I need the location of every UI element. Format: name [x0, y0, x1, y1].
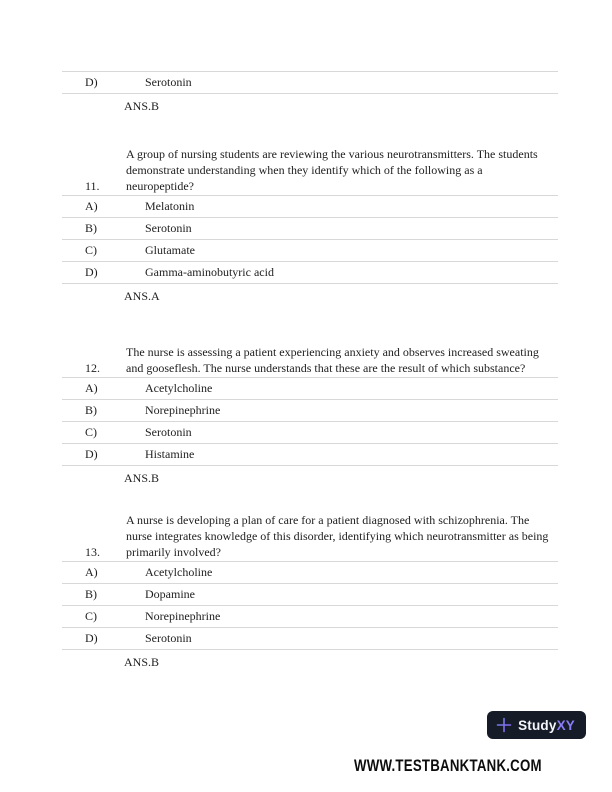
answer-option-row: [62, 195, 558, 217]
brand-name-primary: Study: [518, 717, 557, 733]
brand-name-accent: XY: [556, 717, 575, 733]
option-text: Gamma-aminobutyric acid: [145, 265, 274, 279]
answer-option-row: [62, 627, 558, 649]
option-text: Acetylcholine: [145, 381, 213, 395]
answer-option-row: [62, 71, 558, 93]
option-letter: B): [85, 587, 97, 601]
option-group: [62, 377, 558, 466]
option-text: Serotonin: [145, 221, 192, 235]
option-text: Dopamine: [145, 587, 195, 601]
answer-option-row: [62, 421, 558, 443]
option-group: [62, 561, 558, 650]
answer-option-row: [62, 605, 558, 627]
option-group: [62, 195, 558, 284]
option-letter: D): [85, 75, 98, 89]
answer-key: ANS.B: [124, 655, 160, 669]
question-number: 13.: [85, 545, 100, 559]
question-text: A group of nursing students are reviewing the various neurotransmitters. The students demonstrate understanding when they identify which of the following as a neuropeptide?: [126, 147, 538, 193]
option-letter: A): [85, 199, 98, 213]
option-text: Norepinephrine: [145, 609, 221, 623]
option-text: Serotonin: [145, 631, 192, 645]
option-letter: C): [85, 243, 97, 257]
option-letter: B): [85, 403, 97, 417]
option-text: Histamine: [145, 447, 195, 461]
option-letter: A): [85, 565, 98, 579]
option-letter: C): [85, 609, 97, 623]
question-stem: [85, 344, 558, 376]
option-text: Serotonin: [145, 425, 192, 439]
option-letter: B): [85, 221, 97, 235]
answer-option-row: [62, 561, 558, 583]
option-letter: D): [85, 631, 98, 645]
option-text: Melatonin: [145, 199, 195, 213]
question-stem: [85, 146, 558, 194]
answer-option-row: [62, 399, 558, 421]
question-number: 11.: [85, 179, 100, 193]
option-text: Serotonin: [145, 75, 192, 89]
carryover-option-group: [62, 71, 558, 94]
option-letter: D): [85, 265, 98, 279]
answer-key: ANS.B: [124, 99, 160, 113]
brand-name: [518, 718, 575, 733]
answer-key: ANS.B: [124, 471, 160, 485]
question-text: The nurse is assessing a patient experiencing anxiety and observes increased sweating and gooseflesh. The nurse understands that these are the result of which substance?: [126, 345, 539, 375]
option-letter: C): [85, 425, 97, 439]
answer-option-row: [62, 377, 558, 399]
question-text: A nurse is developing a plan of care for a patient diagnosed with schizophrenia. The nurse integrates knowledge of this disorder, identifying which neurotransmitter as being primarily involved?: [126, 513, 549, 559]
question-list: [62, 71, 558, 670]
answer-option-row: [62, 583, 558, 605]
option-letter: D): [85, 447, 98, 461]
plus-icon: [496, 717, 512, 733]
answer-key: ANS.A: [124, 289, 160, 303]
website-url: WWW.TESTBANKTANK.COM: [354, 756, 542, 775]
question-number: 12.: [85, 361, 100, 375]
option-text: Glutamate: [145, 243, 195, 257]
option-text: Acetylcholine: [145, 565, 213, 579]
studyxy-logo-badge: [487, 711, 586, 739]
answer-option-row: [62, 443, 558, 465]
option-text: Norepinephrine: [145, 403, 221, 417]
answer-option-row: [62, 261, 558, 283]
answer-option-row: [62, 239, 558, 261]
question-stem: [85, 512, 558, 560]
answer-option-row: [62, 217, 558, 239]
option-letter: A): [85, 381, 98, 395]
